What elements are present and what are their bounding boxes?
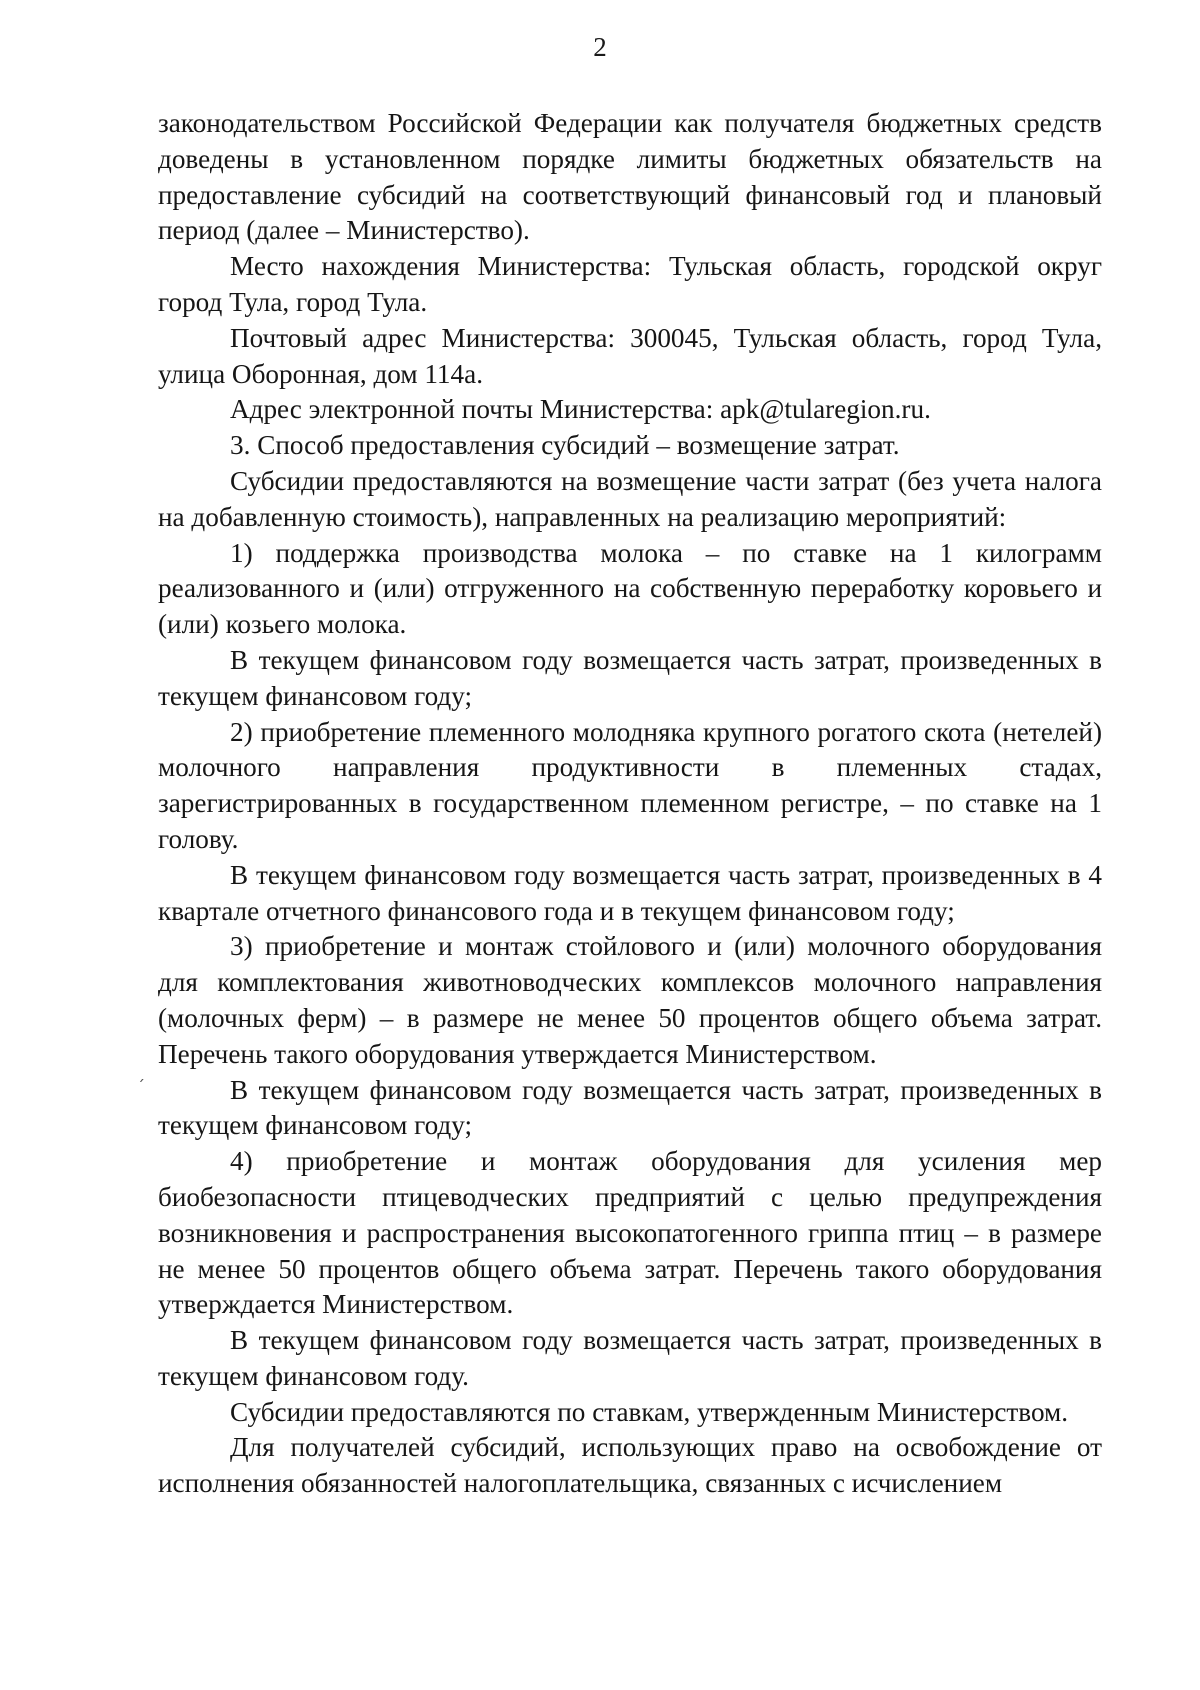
paragraph-item-2-costs: В текущем финансовом году возмещается часть затрат, произведенных в 4 квартале отчетного финансового года и в текущем финансовом году; bbox=[158, 859, 1102, 926]
paragraph-section-3-heading: 3. Способ предоставления субсидий – возмещение затрат. bbox=[230, 430, 900, 461]
list-item-2-livestock: 2) приобретение племенного молодняка крупного рогатого скота (нетелей) молочного направления продуктивности в племенных стадах, зарегистрированных в государственном племенном регистре, – по ставке на 1 голову. bbox=[158, 716, 1102, 854]
paragraph-email-address: Адрес электронной почты Министерства: apk@tularegion.ru. bbox=[230, 394, 931, 425]
page-number: 2 bbox=[593, 32, 607, 62]
paragraph-item-4-costs: В текущем финансовом году возмещается часть затрат, произведенных в текущем финансовом году. bbox=[158, 1325, 1102, 1391]
list-item-3-dairy-equipment: 3) приобретение и монтаж стойлового и (или) молочного оборудования для комплектования животноводческих комплексов молочного направления (молочных ферм) – в размере не менее 50 процентов общего объема затрат. Перечень такого оборудования утверждается Министерством. bbox=[158, 931, 1102, 1069]
paragraph-rates: Субсидии предоставляются по ставкам, утвержденным Министерством. bbox=[230, 1396, 1069, 1427]
stray-pen-mark: ˏ bbox=[137, 1063, 145, 1082]
list-item-4-biosecurity: 4) приобретение и монтаж оборудования для усиления мер биобезопасности птицеводческих предприятий с целью предупреждения возникновения и распространения высокопатогенного гриппа птиц – в размере не менее 50 процентов общего объема затрат. Перечень такого оборудования утверждается Министерством. bbox=[158, 1146, 1102, 1320]
paragraph-ministry-definition: законодательством Российской Федерации как получателя бюджетных средств доведены в установленном порядке лимиты бюджетных обязательств на предоставление субсидий на соответствующий финансовый год и плановый период (далее – Министерство). bbox=[158, 108, 1102, 246]
paragraph-tax-exemption: Для получателей субсидий, использующих право на освобождение от исполнения обязанностей налогоплательщика, связанных с исчислением bbox=[158, 1432, 1102, 1499]
paragraph-item-3-costs: В текущем финансовом году возмещается часть затрат, произведенных в текущем финансовом году; bbox=[158, 1074, 1102, 1141]
paragraph-postal-address: Почтовый адрес Министерства: 300045, Тульская область, город Тула, улица Оборонная, дом 114а. bbox=[158, 322, 1102, 389]
paragraph-ministry-location: Место нахождения Министерства: Тульская область, городской округ город Тула, город Тула. bbox=[158, 251, 1102, 317]
paragraph-item-1-costs: В текущем финансовом году возмещается часть затрат, произведенных в текущем финансовом году; bbox=[158, 644, 1102, 711]
paragraph-subsidy-purposes: Субсидии предоставляются на возмещение части затрат (без учета налога на добавленную стоимость), направленных на реализацию мероприятий: bbox=[158, 465, 1102, 532]
list-item-1-milk: 1) поддержка производства молока – по ставке на 1 килограмм реализованного и (или) отгруженного на собственную переработку коровьего и (или) козьего молока. bbox=[158, 537, 1102, 640]
document-body bbox=[158, 106, 1102, 1502]
